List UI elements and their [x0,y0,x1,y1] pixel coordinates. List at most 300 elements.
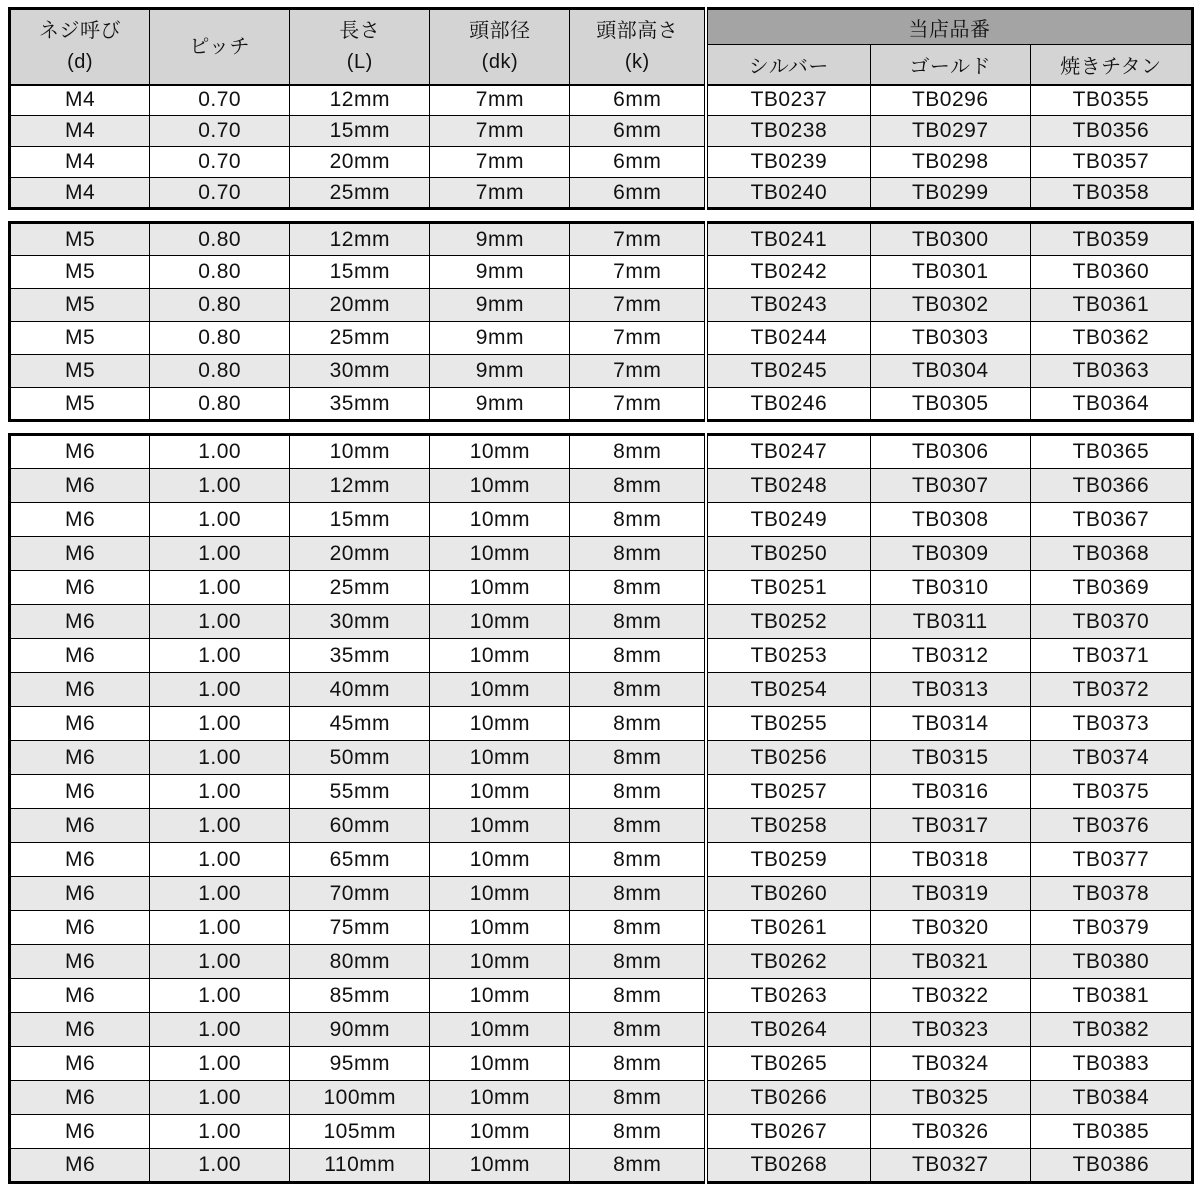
table-cell: 1.00 [150,945,290,979]
table-cell: 25mm [290,571,430,605]
table-cell: 10mm [290,435,430,469]
column-header-gold: ゴールド [870,45,1030,85]
table-cell: 0.70 [150,116,290,147]
table-cell: 7mm [570,256,706,289]
table-cell: M4 [10,147,150,178]
table-cell: TB0267 [706,1115,870,1149]
table-cell: M6 [10,571,150,605]
table-cell: 0.80 [150,322,290,355]
table-cell: TB0265 [706,1047,870,1081]
table-cell: 7mm [430,85,570,116]
table-cell: TB0320 [870,911,1030,945]
table-cell: 8mm [570,1149,706,1183]
table-cell: 70mm [290,877,430,911]
header-sublabel: (dk) [481,50,519,73]
table-cell: TB0360 [1030,256,1192,289]
table-cell: TB0262 [706,945,870,979]
table-cell: TB0297 [870,116,1030,147]
table-cell: M6 [10,605,150,639]
table-cell: 45mm [290,707,430,741]
table-cell: 7mm [430,147,570,178]
table-cell: 10mm [430,673,570,707]
table-row [10,945,1193,979]
header-label: 長さ [339,19,381,42]
table-row [10,116,1193,147]
table-cell: TB0314 [870,707,1030,741]
table-cell: TB0359 [1030,223,1192,256]
table-cell: 8mm [570,843,706,877]
table-cell: TB0246 [706,388,870,421]
table-cell: 10mm [430,877,570,911]
table-row [10,537,1193,571]
table-cell: 10mm [430,843,570,877]
table-cell: TB0268 [706,1149,870,1183]
table-cell: 7mm [570,322,706,355]
table-cell: TB0377 [1030,843,1192,877]
table-cell: 8mm [570,673,706,707]
table-cell: 8mm [570,1115,706,1149]
table-cell: TB0247 [706,435,870,469]
table-cell: 20mm [290,289,430,322]
table-cell: 10mm [430,435,570,469]
table-cell: 1.00 [150,435,290,469]
table-cell: TB0355 [1030,85,1192,116]
table-cell: TB0305 [870,388,1030,421]
table-row [10,147,1193,178]
table-cell: TB0256 [706,741,870,775]
table-cell: 20mm [290,537,430,571]
table-cell: TB0237 [706,85,870,116]
table-cell: 1.00 [150,503,290,537]
table-row [10,571,1193,605]
table-cell: M5 [10,223,150,256]
table-cell: 9mm [430,289,570,322]
table-cell: M6 [10,469,150,503]
table-cell: 10mm [430,1081,570,1115]
table-cell: 10mm [430,741,570,775]
table-cell: TB0375 [1030,775,1192,809]
table-row [10,388,1193,421]
table-cell: 15mm [290,116,430,147]
table-row [10,1013,1193,1047]
table-cell: TB0300 [870,223,1030,256]
table-cell: 7mm [570,355,706,388]
table-cell: M6 [10,911,150,945]
table-cell: 9mm [430,355,570,388]
column-header-length [290,9,430,85]
table-cell: 8mm [570,809,706,843]
table-cell: TB0315 [870,741,1030,775]
table-cell: 6mm [570,178,706,209]
table-cell: M6 [10,877,150,911]
table-cell: TB0253 [706,639,870,673]
table-row [10,877,1193,911]
table-cell: 0.80 [150,355,290,388]
table-row [10,639,1193,673]
table-cell: TB0384 [1030,1081,1192,1115]
table-cell: TB0248 [706,469,870,503]
table-cell: 6mm [570,116,706,147]
table-cell: 9mm [430,256,570,289]
table-cell: TB0240 [706,178,870,209]
table-cell: TB0311 [870,605,1030,639]
table-cell: 10mm [430,1149,570,1183]
table-cell: 100mm [290,1081,430,1115]
table-cell: TB0326 [870,1115,1030,1149]
header-label: 頭部径 [469,19,531,42]
table-body-m4 [10,85,1193,209]
table-cell: 7mm [570,388,706,421]
column-header-burnt-titanium: 焼きチタン [1030,45,1192,85]
spec-table-m6 [8,433,1194,1184]
table-cell: M4 [10,116,150,147]
table-cell: M6 [10,843,150,877]
table-cell: M6 [10,1149,150,1183]
table-body-m6 [10,435,1193,1183]
table-cell: TB0362 [1030,322,1192,355]
header-sublabel: (k) [624,50,650,73]
column-header-pitch: ピッチ [150,9,290,85]
table-cell: 7mm [430,178,570,209]
table-cell: 35mm [290,388,430,421]
table-cell: 0.80 [150,256,290,289]
table-cell: 50mm [290,741,430,775]
table-cell: TB0307 [870,469,1030,503]
table-cell: 8mm [570,741,706,775]
table-cell: M6 [10,775,150,809]
table-cell: TB0301 [870,256,1030,289]
table-cell: 7mm [430,116,570,147]
table-cell: TB0258 [706,809,870,843]
table-cell: M5 [10,289,150,322]
table-cell: 10mm [430,571,570,605]
table-cell: 8mm [570,1081,706,1115]
table-cell: 25mm [290,178,430,209]
table-cell: TB0357 [1030,147,1192,178]
table-cell: TB0363 [1030,355,1192,388]
table-cell: 0.80 [150,289,290,322]
table-cell: 0.80 [150,223,290,256]
table-cell: 0.70 [150,178,290,209]
table-cell: 8mm [570,911,706,945]
table-cell: 6mm [570,147,706,178]
table-cell: 12mm [290,469,430,503]
table-cell: M6 [10,1081,150,1115]
table-cell: 60mm [290,809,430,843]
table-cell: 8mm [570,775,706,809]
table-cell: TB0366 [1030,469,1192,503]
table-cell: 0.80 [150,388,290,421]
table-cell: 8mm [570,1047,706,1081]
table-row [10,1149,1193,1183]
table-cell: M5 [10,355,150,388]
table-cell: 12mm [290,223,430,256]
table-cell: 30mm [290,355,430,388]
table-row [10,435,1193,469]
table-cell: M6 [10,1115,150,1149]
table-cell: TB0302 [870,289,1030,322]
table-cell: 9mm [430,322,570,355]
table-cell: 9mm [430,388,570,421]
table-cell: TB0378 [1030,877,1192,911]
table-cell: TB0251 [706,571,870,605]
column-header-silver: シルバー [706,45,870,85]
table-cell: 10mm [430,639,570,673]
table-cell: TB0263 [706,979,870,1013]
table-cell: 8mm [570,877,706,911]
table-cell: TB0361 [1030,289,1192,322]
table-cell: 20mm [290,147,430,178]
table-cell: TB0327 [870,1149,1030,1183]
table-cell: TB0322 [870,979,1030,1013]
table-cell: 15mm [290,503,430,537]
table-cell: TB0296 [870,85,1030,116]
table-cell: 15mm [290,256,430,289]
table-cell: 8mm [570,435,706,469]
table-cell: TB0371 [1030,639,1192,673]
table-cell: TB0242 [706,256,870,289]
table-cell: 95mm [290,1047,430,1081]
header-label: ネジ呼び [39,19,122,42]
table-cell: M6 [10,673,150,707]
table-cell: TB0254 [706,673,870,707]
table-cell: M6 [10,503,150,537]
table-cell: 85mm [290,979,430,1013]
table-row [10,911,1193,945]
table-cell: TB0323 [870,1013,1030,1047]
table-cell: 8mm [570,537,706,571]
table-cell: 1.00 [150,843,290,877]
table-cell: 1.00 [150,1013,290,1047]
table-row [10,741,1193,775]
table-cell: 1.00 [150,469,290,503]
table-cell: TB0298 [870,147,1030,178]
table-row [10,469,1193,503]
table-cell: 1.00 [150,809,290,843]
table-cell: 1.00 [150,707,290,741]
table-cell: 10mm [430,503,570,537]
table-cell: TB0386 [1030,1149,1192,1183]
table-cell: M6 [10,435,150,469]
table-cell: 8mm [570,469,706,503]
table-cell: 10mm [430,1115,570,1149]
table-cell: TB0316 [870,775,1030,809]
table-cell: TB0358 [1030,178,1192,209]
table-cell: TB0367 [1030,503,1192,537]
table-cell: TB0250 [706,537,870,571]
column-header-head-diameter [430,9,570,85]
table-cell: TB0303 [870,322,1030,355]
table-row [10,673,1193,707]
table-cell: 7mm [570,223,706,256]
table-cell: TB0373 [1030,707,1192,741]
table-row [10,355,1193,388]
table-cell: 10mm [430,1047,570,1081]
table-cell: TB0260 [706,877,870,911]
table-cell: 10mm [430,911,570,945]
table-body-m5 [10,223,1193,421]
table-cell: 30mm [290,605,430,639]
table-cell: TB0379 [1030,911,1192,945]
table-cell: TB0306 [870,435,1030,469]
table-cell: TB0324 [870,1047,1030,1081]
table-cell: 80mm [290,945,430,979]
table-cell: 8mm [570,945,706,979]
table-cell: M6 [10,537,150,571]
column-header-screw-size [10,9,150,85]
table-cell: TB0382 [1030,1013,1192,1047]
table-cell: 10mm [430,775,570,809]
table-cell: 1.00 [150,1081,290,1115]
table-cell: TB0255 [706,707,870,741]
table-cell: 1.00 [150,537,290,571]
table-cell: 110mm [290,1149,430,1183]
table-cell: TB0374 [1030,741,1192,775]
table-row [10,1047,1193,1081]
table-cell: TB0368 [1030,537,1192,571]
table-cell: 1.00 [150,979,290,1013]
table-cell: 1.00 [150,639,290,673]
table-cell: 1.00 [150,1149,290,1183]
table-row [10,289,1193,322]
table-cell: 25mm [290,322,430,355]
table-cell: TB0299 [870,178,1030,209]
table-cell: 35mm [290,639,430,673]
table-row [10,605,1193,639]
table-row [10,1115,1193,1149]
table-cell: 55mm [290,775,430,809]
table-cell: 8mm [570,571,706,605]
table-cell: 12mm [290,85,430,116]
table-cell: M5 [10,322,150,355]
table-cell: TB0249 [706,503,870,537]
table-cell: TB0261 [706,911,870,945]
table-cell: TB0376 [1030,809,1192,843]
table-cell: 9mm [430,223,570,256]
table-cell: TB0385 [1030,1115,1192,1149]
table-cell: 10mm [430,605,570,639]
table-cell: TB0244 [706,322,870,355]
table-cell: 8mm [570,707,706,741]
table-cell: 8mm [570,639,706,673]
table-cell: TB0252 [706,605,870,639]
table-cell: TB0380 [1030,945,1192,979]
table-cell: 10mm [430,809,570,843]
table-cell: TB0308 [870,503,1030,537]
table-cell: 1.00 [150,741,290,775]
table-row [10,503,1193,537]
table-row [10,178,1193,209]
table-cell: 10mm [430,1013,570,1047]
table-cell: 65mm [290,843,430,877]
table-cell: TB0243 [706,289,870,322]
table-cell: TB0245 [706,355,870,388]
table-row [10,843,1193,877]
table-cell: M6 [10,979,150,1013]
table-cell: M6 [10,741,150,775]
table-cell: 8mm [570,503,706,537]
table-cell: 1.00 [150,605,290,639]
table-cell: 40mm [290,673,430,707]
table-cell: TB0259 [706,843,870,877]
table-row [10,322,1193,355]
table-cell: TB0356 [1030,116,1192,147]
table-cell: TB0317 [870,809,1030,843]
table-cell: TB0309 [870,537,1030,571]
table-row [10,1081,1193,1115]
table-cell: TB0238 [706,116,870,147]
header-label: 頭部高さ [596,19,679,42]
table-cell: 8mm [570,605,706,639]
table-cell: TB0304 [870,355,1030,388]
table-cell: 7mm [570,289,706,322]
table-cell: TB0383 [1030,1047,1192,1081]
table-cell: 1.00 [150,775,290,809]
table-cell: 1.00 [150,1047,290,1081]
table-cell: 0.70 [150,85,290,116]
table-cell: 1.00 [150,571,290,605]
table-row [10,223,1193,256]
table-cell: M4 [10,85,150,116]
table-cell: 10mm [430,707,570,741]
table-cell: TB0321 [870,945,1030,979]
table-row [10,256,1193,289]
table-cell: 1.00 [150,673,290,707]
table-header [10,9,1193,85]
table-row [10,707,1193,741]
table-cell: TB0365 [1030,435,1192,469]
table-cell: TB0257 [706,775,870,809]
spec-table-m4 [8,7,1194,210]
table-cell: M5 [10,388,150,421]
table-cell: TB0264 [706,1013,870,1047]
table-cell: TB0370 [1030,605,1192,639]
table-cell: TB0239 [706,147,870,178]
table-row [10,809,1193,843]
table-cell: M5 [10,256,150,289]
table-cell: TB0364 [1030,388,1192,421]
table-cell: TB0372 [1030,673,1192,707]
table-row [10,85,1193,116]
table-cell: TB0369 [1030,571,1192,605]
table-cell: M6 [10,809,150,843]
table-cell: 1.00 [150,877,290,911]
table-cell: TB0241 [706,223,870,256]
column-group-header-part-number: 当店品番 [706,9,1192,45]
header-sublabel: (L) [346,50,373,73]
table-cell: 105mm [290,1115,430,1149]
table-row [10,775,1193,809]
table-cell: TB0312 [870,639,1030,673]
table-cell: TB0381 [1030,979,1192,1013]
table-cell: TB0310 [870,571,1030,605]
column-header-head-height [570,9,706,85]
table-cell: 8mm [570,1013,706,1047]
table-cell: M6 [10,639,150,673]
table-cell: 10mm [430,537,570,571]
table-cell: 10mm [430,979,570,1013]
table-cell: 0.70 [150,147,290,178]
table-cell: TB0325 [870,1081,1030,1115]
table-cell: 8mm [570,979,706,1013]
table-cell: 10mm [430,469,570,503]
table-cell: TB0319 [870,877,1030,911]
table-cell: M6 [10,1047,150,1081]
table-cell: 6mm [570,85,706,116]
spec-table-m5 [8,221,1194,422]
table-cell: 10mm [430,945,570,979]
table-cell: 1.00 [150,1115,290,1149]
